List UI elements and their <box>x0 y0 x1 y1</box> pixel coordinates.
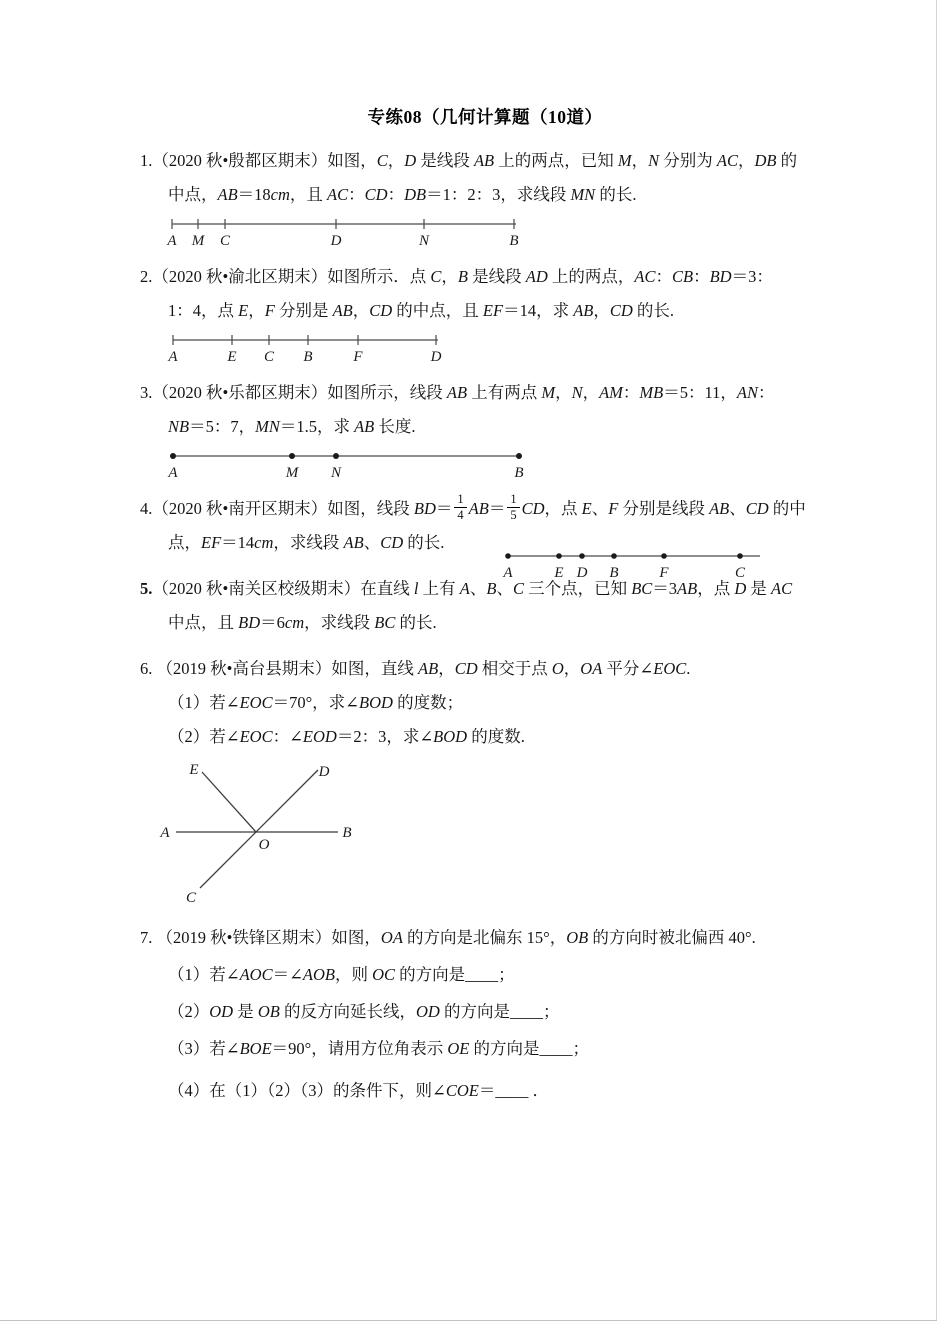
point-label: E <box>554 565 564 581</box>
point-label: M <box>285 465 299 481</box>
point-label: N <box>418 233 430 249</box>
point-label: D <box>330 233 342 249</box>
problem-1-line-1: 1.（2020 秋•殷都区期末）如图，C，D 是线段 AB 上的两点，已知 M，N 分别为 AC，DB 的 <box>140 151 798 170</box>
problem-5-line-2: 中点，且 BD＝6cm，求线段 BC 的长. <box>168 613 437 632</box>
problem-6-sub-2: （2）若∠EOC：∠EOD＝2：3，求∠BOD 的度数. <box>168 727 525 746</box>
page-bottom-edge <box>0 1320 937 1321</box>
figure-problem-2 <box>168 332 830 364</box>
point-label: N <box>330 465 342 481</box>
problem-3 <box>140 376 830 480</box>
problem-7-sub-3: （3）若∠BOE＝90°，请用方位角表示 OE 的方向是____； <box>168 1039 590 1058</box>
figure-problem-4 <box>502 546 767 580</box>
figure-problem-1 <box>168 216 830 248</box>
point-label: A <box>167 233 177 249</box>
point-label: B <box>342 825 352 841</box>
problem-1-line-2: 中点，AB＝18cm，且 AC：CD：DB＝1：2：3，求线段 MN 的长. <box>168 185 637 204</box>
point-label: C <box>185 890 197 906</box>
problem-3-line-2: NB＝5：7，MN＝1.5，求 AB 长度. <box>168 417 416 436</box>
intersecting-lines-diagram <box>160 762 370 907</box>
problem-3-line-1: 3.（2020 秋•乐都区期末）如图所示，线段 AB 上有两点 M，N，AM：MB＝5：11，AN： <box>140 383 775 402</box>
problem-2-line-2: 1：4，点 E，F 分别是 AB，CD 的中点，且 EF＝14，求 AB，CD 的长. <box>168 301 675 320</box>
point-label: E <box>189 762 199 778</box>
problem-5 <box>140 572 830 640</box>
problem-4-line-1: 4.（2020 秋•南开区期末）如图，线段 BD＝ $\frac{1}{4}$ AB＝ $\frac{1}{5}$ CD，点 E、F 分别是线段 AB、CD 的中 <box>140 492 806 522</box>
segment-diagram-4 <box>502 546 767 580</box>
segment-diagram-1 <box>168 216 520 248</box>
point-label: O <box>258 837 270 853</box>
point-label: M <box>191 233 205 249</box>
point-label: A <box>503 565 513 581</box>
page-right-edge <box>936 0 937 1321</box>
problem-7-sub-2: （2）OD 是 OB 的反方向延长线，OD 的方向是____； <box>168 1002 560 1021</box>
point-label: C <box>263 349 275 365</box>
problem-6 <box>140 652 830 907</box>
point-label: A <box>168 349 178 365</box>
problem-2-line-1: 2.（2020 秋•渝北区期末）如图所示．点 C，B 是线段 AD 上的两点，AC：CB：BD＝3： <box>140 267 773 286</box>
point-label: F <box>659 565 669 581</box>
point-label: F <box>353 349 363 365</box>
problem-6-sub-1: （1）若∠EOC＝70°，求∠BOD 的度数； <box>168 693 464 712</box>
point-label: D <box>576 565 588 581</box>
point-label: A <box>160 825 170 841</box>
problem-7 <box>140 919 830 1109</box>
problem-2 <box>140 260 830 364</box>
problem-6-line-1: 6. （2019 秋•高台县期末）如图，直线 AB，CD 相交于点 O，OA 平分∠EOC. <box>140 659 691 678</box>
problem-4 <box>140 492 830 581</box>
point-label: D <box>430 349 442 365</box>
document-content <box>140 104 830 1121</box>
problem-7-sub-4: （4）在（1）（2）（3）的条件下，则∠COE＝____ ． <box>168 1081 549 1100</box>
problem-1 <box>140 144 830 248</box>
point-label: A <box>168 465 178 481</box>
problem-7-sub-1: （1）若∠AOC＝∠AOB，则 OC 的方向是____； <box>168 965 515 984</box>
point-label: D <box>318 764 330 780</box>
segment-diagram-3 <box>168 448 528 480</box>
point-label: B <box>509 233 519 249</box>
problem-7-line-1: 7. （2019 秋•铁锋区期末）如图，OA 的方向是北偏东 15°，OB 的方向时被北偏西 40°. <box>140 928 756 947</box>
figure-problem-3 <box>168 448 830 480</box>
point-label: B <box>609 565 619 581</box>
problem-5-line-1: 5.（2020 秋•南关区校级期末）在直线 l 上有 A、B、C 三个点，已知 BC＝3AB，点 D 是 AC <box>140 579 793 598</box>
point-label: E <box>227 349 237 365</box>
point-label: B <box>514 465 524 481</box>
page-title: 专练08（几何计算题（10道） <box>367 107 603 127</box>
segment-diagram-2 <box>168 332 443 364</box>
point-label: C <box>219 233 231 249</box>
figure-problem-6 <box>160 762 830 907</box>
point-label: B <box>303 349 313 365</box>
problem-4-line-2: 点，EF＝14cm，求线段 AB、CD 的长. <box>168 533 445 552</box>
point-label: C <box>734 565 746 581</box>
